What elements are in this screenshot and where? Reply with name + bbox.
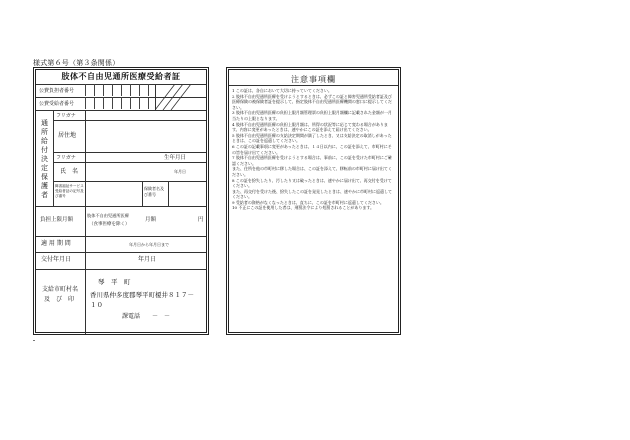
digit-box: [121, 97, 122, 109]
digit-box: [148, 97, 149, 109]
name-label: 氏 名: [60, 168, 79, 175]
guardian-group-label: 通所給付決定保護者: [41, 119, 48, 199]
digit-box: [85, 97, 86, 109]
digit-box: [103, 84, 104, 96]
issuer-phone: 課電話 － －: [122, 313, 171, 320]
digit-box: [130, 97, 131, 109]
diagonal-strike-marks: [155, 84, 207, 110]
notes-title: 注意事項欄: [291, 75, 336, 84]
digit-box: [121, 84, 122, 96]
notes-panel: [226, 67, 401, 335]
birthdate-label: 生年月日: [164, 155, 187, 161]
note-item: 3 肢体不自由児通所医療の負担上限月額管理票の負担上限月額欄に記載された金額が一月当たりの上限となります。: [232, 110, 392, 121]
digit-box: [139, 84, 140, 96]
digit-box: [148, 84, 149, 96]
certificate-frame: [35, 69, 207, 333]
birthdate-value: 年月日: [174, 169, 186, 174]
yen-label: 円: [198, 217, 204, 223]
furigana-label-2: フリガナ: [56, 155, 76, 161]
divider: [36, 206, 206, 207]
note-item: また、住所を他の市町村に移した場合は、この証を添えて、移転前の市町村に届け出てください。: [232, 166, 392, 177]
period-label: 適 用 期 間: [41, 240, 71, 247]
note-item: 6 この証の記載事項に変更があったときは、１４日以内に、この証を添えて、市町村にその旨を届け出てください。: [232, 143, 392, 155]
period-value: 年月日から年月日まで: [129, 242, 169, 247]
divider: [168, 181, 169, 206]
divider: [85, 110, 86, 206]
digit-box: [112, 84, 113, 96]
note-item: 1 この証は、各自において大切に持っていてください。: [232, 88, 332, 93]
digit-box: [139, 97, 140, 109]
issuer-address-line2: １０: [90, 301, 103, 309]
divider: [53, 181, 206, 182]
public-recipient-number-boxes: [85, 97, 155, 110]
public-payer-number-boxes: [85, 84, 155, 97]
copay-desc-line1: 肢体不自由児通所医療: [87, 213, 129, 218]
notes-frame: [228, 69, 399, 333]
divider: [53, 152, 206, 153]
note-item: 2 肢体不自由児通所医療を受けようとするときは、必ずこの証と障害児通所受給者証及び医療保険の被保険者証を提示して、指定肢体不自由児通所医療機関の窓口に提示してください。: [232, 93, 392, 110]
divider: [36, 110, 206, 111]
divider: [53, 110, 54, 206]
form-number-label: 様式第６号（第３条関係）: [33, 59, 120, 67]
divider: [229, 85, 398, 86]
divider: [85, 269, 86, 334]
divider: [142, 181, 143, 206]
insurer-label: 保険者名及び番号: [144, 186, 164, 197]
divider: [36, 269, 206, 270]
digit-box: [112, 97, 113, 109]
note-item: 10 不正にこの証を使用した者は、刑罰法令により処罰されることがあります。: [232, 205, 375, 211]
digit-box: [103, 97, 104, 109]
issue-date-label: 交付年月日: [41, 256, 72, 263]
certificate-title: 肢体不自由児通所医療受給者証: [61, 71, 181, 81]
public-payer-label: 公費負担者番号: [39, 88, 75, 94]
public-recipient-label: 公費受給者番号: [39, 101, 75, 107]
note-item: 9 受給者の資格がなくなったときは、直ちに、この証を市町村に返還してください。: [232, 199, 384, 205]
note-item: また、再交付を受けた後、紛失したこの証を発見したときは、速やかに市町村に返還してください。: [232, 188, 392, 200]
issuer-label-line1: 支給市町村名: [42, 286, 79, 293]
divider: [36, 252, 206, 253]
note-item: 8 この証を紛失したり、汚したり又は破ったときは、速やかに届け出て、再交付を受けてください。: [232, 177, 392, 189]
monthly-label: 月額: [145, 217, 157, 223]
divider: [53, 162, 206, 163]
note-item: 7 肢体不自由児通所医療を受けようとする場合は、事前に、この証を受けた市町村にご確認ください。: [232, 155, 392, 166]
issuer-address-line1: 香川県仲多度郡琴平町榎井８１７－: [90, 291, 194, 299]
digit-box: [85, 84, 86, 96]
issuer-town: 琴 平 町: [98, 278, 131, 286]
note-item: 5 肢体不自由児通所医療の支給決定期間が満了したとき、又は支給決定の取消しがあったときは、この証を返還してください。: [232, 132, 392, 144]
digit-box: [94, 84, 95, 96]
recipient-certificate: [33, 67, 209, 335]
divider: [53, 120, 206, 121]
issue-date-value: 年月日: [138, 256, 157, 263]
digit-box: [94, 97, 95, 109]
note-item: 4 肢体不自由児通所医療の負担上限月額は、所得の状況等に応じて変わる場合があります。内容に変更があったときは、速やかにこの証を添えて届け出てください。: [232, 121, 388, 133]
copay-desc-line2: （食事医療を除く）: [89, 222, 130, 227]
furigana-label: フリガナ: [56, 113, 76, 119]
notes-list: [232, 88, 395, 211]
divider: [85, 206, 86, 236]
certificate-number-label: 障害福祉サービス受給者証の記号及び番号: [55, 184, 84, 198]
issuer-label-line2: 及 び 印: [44, 296, 75, 303]
copay-limit-label: 負担上限月額: [40, 217, 74, 223]
digit-box: [130, 84, 131, 96]
address-label: 居住地: [58, 132, 77, 139]
divider: [36, 236, 206, 237]
crop-mark: [33, 340, 35, 341]
